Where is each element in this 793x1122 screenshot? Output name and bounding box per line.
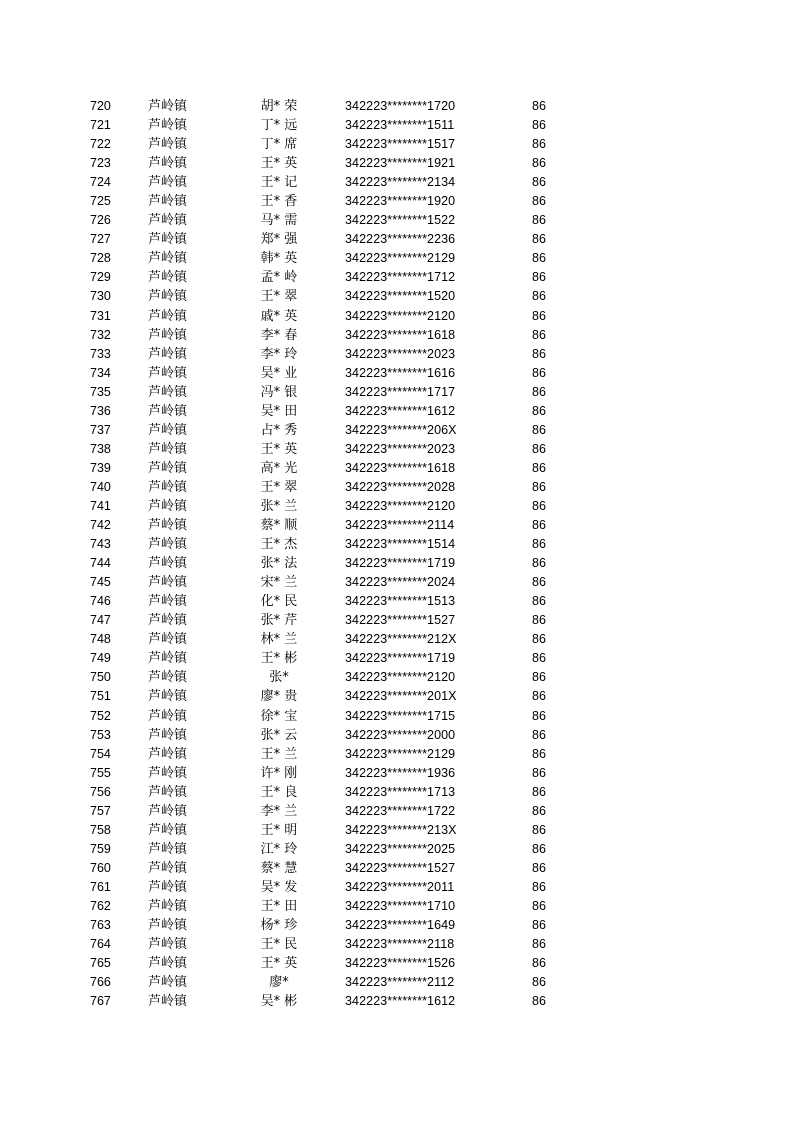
town-name: 芦岭镇: [148, 956, 188, 972]
town-name: 芦岭镇: [148, 232, 188, 248]
town-name: 芦岭镇: [148, 137, 188, 153]
town-name: 芦岭镇: [148, 308, 188, 324]
town-name: 芦岭镇: [148, 118, 188, 134]
person-name: 张* 兰: [260, 498, 298, 514]
id-number: 342223********1921: [345, 156, 456, 171]
table-row: [0, 135, 793, 154]
row-number: 763: [90, 918, 111, 933]
row-number: 746: [90, 594, 111, 609]
town-name: 芦岭镇: [148, 784, 188, 800]
row-number: 766: [90, 975, 111, 990]
table-row: [0, 364, 793, 383]
person-name: 蔡* 慧: [260, 860, 298, 876]
score-value: 86: [532, 784, 546, 799]
id-number: 342223********2120: [345, 308, 456, 323]
person-name: 戚* 英: [260, 308, 298, 324]
town-name: 芦岭镇: [148, 841, 188, 857]
table-row: [0, 687, 793, 706]
person-name: 廖*: [269, 975, 289, 991]
row-number: 740: [90, 479, 111, 494]
id-number: 342223********2028: [345, 479, 456, 494]
row-number: 759: [90, 841, 111, 856]
town-name: 芦岭镇: [148, 251, 188, 267]
table-row: [0, 402, 793, 421]
person-name: 王* 英: [260, 441, 298, 457]
score-value: 86: [532, 937, 546, 952]
town-name: 芦岭镇: [148, 327, 188, 343]
score-value: 86: [532, 308, 546, 323]
row-number: 743: [90, 537, 111, 552]
town-name: 芦岭镇: [148, 175, 188, 191]
score-value: 86: [532, 479, 546, 494]
score-value: 86: [532, 518, 546, 533]
person-name: 徐* 宝: [260, 708, 298, 724]
town-name: 芦岭镇: [148, 689, 188, 705]
table-row: [0, 478, 793, 497]
town-name: 芦岭镇: [148, 289, 188, 305]
row-number: 742: [90, 518, 111, 533]
town-name: 芦岭镇: [148, 937, 188, 953]
person-name: 江* 玲: [260, 841, 298, 857]
score-value: 86: [532, 556, 546, 571]
town-name: 芦岭镇: [148, 822, 188, 838]
table-row: [0, 840, 793, 859]
table-row: [0, 992, 793, 1011]
table-row: [0, 192, 793, 211]
person-name: 李* 兰: [260, 803, 298, 819]
person-name: 王* 彬: [260, 651, 298, 667]
id-number: 342223********1936: [345, 765, 456, 780]
town-name: 芦岭镇: [148, 651, 188, 667]
person-name: 蔡* 顺: [260, 518, 298, 534]
row-number: 730: [90, 289, 111, 304]
town-name: 芦岭镇: [148, 898, 188, 914]
id-number: 342223********1527: [345, 613, 456, 628]
id-number: 342223********1719: [345, 651, 456, 666]
row-number: 720: [90, 99, 111, 113]
id-number: 342223********2134: [345, 175, 456, 190]
score-value: 86: [532, 746, 546, 761]
score-value: 86: [532, 956, 546, 971]
row-number: 761: [90, 879, 111, 894]
id-number: 342223********1616: [345, 365, 456, 380]
score-value: 86: [532, 270, 546, 285]
town-name: 芦岭镇: [148, 156, 188, 172]
score-value: 86: [532, 156, 546, 171]
person-name: 许* 刚: [260, 765, 298, 781]
score-value: 86: [532, 898, 546, 913]
table-row: [0, 630, 793, 649]
id-number: 342223********2114: [345, 518, 455, 533]
score-value: 86: [532, 498, 546, 513]
town-name: 芦岭镇: [148, 575, 188, 591]
town-name: 芦岭镇: [148, 975, 188, 991]
person-name: 王* 记: [260, 175, 298, 191]
score-value: 86: [532, 365, 546, 380]
row-number: 749: [90, 651, 111, 666]
row-number: 745: [90, 575, 111, 590]
id-number: 342223********1520: [345, 289, 456, 304]
person-name: 张* 法: [260, 556, 298, 572]
id-number: 342223********2129: [345, 746, 456, 761]
id-number: 342223********1717: [345, 384, 456, 399]
score-value: 86: [532, 918, 546, 933]
table-row: [0, 802, 793, 821]
town-name: 芦岭镇: [148, 422, 188, 438]
score-value: 86: [532, 251, 546, 266]
table-row: [0, 383, 793, 402]
person-name: 王* 香: [260, 194, 298, 210]
score-value: 86: [532, 422, 546, 437]
id-number: 342223********2120: [345, 670, 456, 685]
score-value: 86: [532, 994, 546, 1009]
score-value: 86: [532, 803, 546, 818]
town-name: 芦岭镇: [148, 384, 188, 400]
table-row: [0, 668, 793, 687]
person-name: 吴* 彬: [260, 994, 298, 1010]
table-row: [0, 211, 793, 230]
person-name: 王* 兰: [260, 746, 298, 762]
table-row: [0, 173, 793, 192]
table-row: [0, 230, 793, 249]
id-number: 342223********201X: [345, 689, 457, 704]
town-name: 芦岭镇: [148, 460, 188, 476]
id-number: 342223********1522: [345, 213, 456, 228]
score-value: 86: [532, 632, 546, 647]
table-row: [0, 287, 793, 306]
id-number: 342223********1514: [345, 537, 456, 552]
score-value: 86: [532, 841, 546, 856]
row-number: 752: [90, 708, 111, 723]
row-number: 762: [90, 898, 111, 913]
score-value: 86: [532, 137, 546, 152]
table-row: [0, 954, 793, 973]
table-row: [0, 116, 793, 135]
id-number: 342223********2011: [345, 879, 455, 894]
town-name: 芦岭镇: [148, 365, 188, 381]
person-name: 吴* 田: [260, 403, 298, 419]
table-row: [0, 573, 793, 592]
score-value: 86: [532, 99, 546, 113]
score-value: 86: [532, 670, 546, 685]
table-row: [0, 345, 793, 364]
person-name: 宋* 兰: [260, 575, 298, 591]
table-row: [0, 497, 793, 516]
person-name: 丁* 远: [260, 118, 298, 134]
id-number: 342223********1720: [345, 99, 456, 113]
row-number: 754: [90, 746, 111, 761]
table-row: [0, 268, 793, 287]
town-name: 芦岭镇: [148, 860, 188, 876]
person-name: 林* 兰: [260, 632, 298, 648]
table-row: [0, 783, 793, 802]
id-number: 342223********1517: [345, 137, 456, 152]
id-number: 342223********1920: [345, 194, 456, 209]
table-row: [0, 916, 793, 935]
row-number: 725: [90, 194, 111, 209]
id-number: 342223********2000: [345, 727, 456, 742]
table-row: [0, 859, 793, 878]
table-row: [0, 554, 793, 573]
table-body: [0, 97, 793, 1011]
person-name: 李* 春: [260, 327, 298, 343]
id-number: 342223********1511: [345, 118, 455, 133]
table-row: [0, 249, 793, 268]
town-name: 芦岭镇: [148, 994, 188, 1010]
row-number: 734: [90, 365, 111, 380]
town-name: 芦岭镇: [148, 670, 188, 686]
score-value: 86: [532, 860, 546, 875]
town-name: 芦岭镇: [148, 556, 188, 572]
person-name: 王* 田: [260, 898, 298, 914]
person-name: 化* 民: [260, 594, 298, 610]
id-number: 342223********1710: [345, 898, 456, 913]
id-number: 342223********2236: [345, 232, 456, 247]
row-number: 741: [90, 498, 111, 513]
person-name: 王* 杰: [260, 537, 298, 553]
roster-table: [0, 97, 793, 1011]
score-value: 86: [532, 175, 546, 190]
person-name: 王* 英: [260, 156, 298, 172]
row-number: 737: [90, 422, 111, 437]
row-number: 729: [90, 270, 111, 285]
row-number: 727: [90, 232, 111, 247]
row-number: 757: [90, 803, 111, 818]
table-row: [0, 440, 793, 459]
id-number: 342223********1618: [345, 327, 456, 342]
table-row: [0, 535, 793, 554]
row-number: 748: [90, 632, 111, 647]
town-name: 芦岭镇: [148, 194, 188, 210]
row-number: 751: [90, 689, 111, 704]
town-name: 芦岭镇: [148, 518, 188, 534]
table-row: [0, 764, 793, 783]
id-number: 342223********2024: [345, 575, 456, 590]
person-name: 王* 民: [260, 937, 298, 953]
id-number: 342223********1719: [345, 556, 456, 571]
town-name: 芦岭镇: [148, 727, 188, 743]
person-name: 张* 芹: [260, 613, 298, 629]
score-value: 86: [532, 613, 546, 628]
row-number: 723: [90, 156, 111, 171]
score-value: 86: [532, 765, 546, 780]
id-number: 342223********2023: [345, 441, 456, 456]
score-value: 86: [532, 708, 546, 723]
person-name: 张* 云: [260, 727, 298, 743]
score-value: 86: [532, 403, 546, 418]
town-name: 芦岭镇: [148, 708, 188, 724]
town-name: 芦岭镇: [148, 765, 188, 781]
row-number: 744: [90, 556, 111, 571]
id-number: 342223********1526: [345, 956, 456, 971]
row-number: 726: [90, 213, 111, 228]
row-number: 728: [90, 251, 111, 266]
id-number: 342223********1649: [345, 918, 456, 933]
score-value: 86: [532, 575, 546, 590]
table-row: [0, 821, 793, 840]
person-name: 胡* 荣: [260, 99, 298, 114]
id-number: 342223********1618: [345, 460, 456, 475]
row-number: 722: [90, 137, 111, 152]
table-row: [0, 516, 793, 535]
row-number: 755: [90, 765, 111, 780]
row-number: 739: [90, 460, 111, 475]
town-name: 芦岭镇: [148, 403, 188, 419]
score-value: 86: [532, 441, 546, 456]
table-row: [0, 421, 793, 440]
score-value: 86: [532, 289, 546, 304]
town-name: 芦岭镇: [148, 441, 188, 457]
table-row: [0, 611, 793, 630]
person-name: 张*: [269, 670, 289, 686]
id-number: 342223********212X: [345, 632, 457, 647]
table-row: [0, 745, 793, 764]
score-value: 86: [532, 327, 546, 342]
town-name: 芦岭镇: [148, 537, 188, 553]
town-name: 芦岭镇: [148, 803, 188, 819]
id-number: 342223********1612: [345, 994, 456, 1009]
row-number: 738: [90, 441, 111, 456]
row-number: 764: [90, 937, 111, 952]
town-name: 芦岭镇: [148, 213, 188, 229]
score-value: 86: [532, 213, 546, 228]
row-number: 732: [90, 327, 111, 342]
table-row: [0, 726, 793, 745]
town-name: 芦岭镇: [148, 918, 188, 934]
row-number: 750: [90, 670, 111, 685]
person-name: 冯* 银: [260, 384, 298, 400]
id-number: 342223********2112: [345, 975, 455, 990]
row-number: 765: [90, 956, 111, 971]
score-value: 86: [532, 384, 546, 399]
id-number: 342223********213X: [345, 822, 457, 837]
id-number: 342223********2118: [345, 937, 455, 952]
town-name: 芦岭镇: [148, 99, 188, 114]
id-number: 342223********1513: [345, 594, 456, 609]
town-name: 芦岭镇: [148, 594, 188, 610]
person-name: 廖* 贵: [260, 689, 298, 705]
person-name: 李* 玲: [260, 346, 298, 362]
table-row: [0, 707, 793, 726]
person-name: 王* 英: [260, 956, 298, 972]
score-value: 86: [532, 689, 546, 704]
row-number: 731: [90, 308, 111, 323]
score-value: 86: [532, 879, 546, 894]
id-number: 342223********1712: [345, 270, 456, 285]
score-value: 86: [532, 822, 546, 837]
id-number: 342223********1612: [345, 403, 456, 418]
row-number: 760: [90, 860, 111, 875]
table-row: [0, 592, 793, 611]
score-value: 86: [532, 975, 546, 990]
table-row: [0, 649, 793, 668]
id-number: 342223********206X: [345, 422, 457, 437]
person-name: 王* 明: [260, 822, 298, 838]
row-number: 756: [90, 784, 111, 799]
person-name: 杨* 珍: [260, 918, 298, 934]
table-row: [0, 878, 793, 897]
table-row: [0, 326, 793, 345]
id-number: 342223********2023: [345, 346, 456, 361]
row-number: 767: [90, 994, 111, 1009]
id-number: 342223********1722: [345, 803, 456, 818]
person-name: 郑* 强: [260, 232, 298, 248]
score-value: 86: [532, 118, 546, 133]
score-value: 86: [532, 651, 546, 666]
score-value: 86: [532, 346, 546, 361]
person-name: 王* 翠: [260, 289, 298, 305]
person-name: 孟* 岭: [260, 270, 298, 286]
row-number: 735: [90, 384, 111, 399]
id-number: 342223********2025: [345, 841, 456, 856]
row-number: 753: [90, 727, 111, 742]
table-row: [0, 97, 793, 116]
person-name: 吴* 业: [260, 365, 298, 381]
town-name: 芦岭镇: [148, 746, 188, 762]
table-row: [0, 973, 793, 992]
table-row: [0, 897, 793, 916]
table-row: [0, 459, 793, 478]
score-value: 86: [532, 460, 546, 475]
row-number: 721: [90, 118, 111, 133]
id-number: 342223********2129: [345, 251, 456, 266]
score-value: 86: [532, 537, 546, 552]
person-name: 韩* 英: [260, 251, 298, 267]
row-number: 724: [90, 175, 111, 190]
score-value: 86: [532, 232, 546, 247]
row-number: 736: [90, 403, 111, 418]
person-name: 吴* 发: [260, 879, 298, 895]
town-name: 芦岭镇: [148, 479, 188, 495]
person-name: 王* 良: [260, 784, 298, 800]
town-name: 芦岭镇: [148, 498, 188, 514]
town-name: 芦岭镇: [148, 270, 188, 286]
person-name: 高* 光: [260, 460, 298, 476]
id-number: 342223********1715: [345, 708, 456, 723]
town-name: 芦岭镇: [148, 613, 188, 629]
table-row: [0, 307, 793, 326]
table-row: [0, 154, 793, 173]
person-name: 马* 需: [260, 213, 298, 229]
score-value: 86: [532, 594, 546, 609]
id-number: 342223********1527: [345, 860, 456, 875]
row-number: 747: [90, 613, 111, 628]
id-number: 342223********2120: [345, 498, 456, 513]
score-value: 86: [532, 727, 546, 742]
person-name: 王* 翠: [260, 479, 298, 495]
town-name: 芦岭镇: [148, 346, 188, 362]
row-number: 758: [90, 822, 111, 837]
town-name: 芦岭镇: [148, 879, 188, 895]
id-number: 342223********1713: [345, 784, 456, 799]
table-row: [0, 935, 793, 954]
town-name: 芦岭镇: [148, 632, 188, 648]
row-number: 733: [90, 346, 111, 361]
score-value: 86: [532, 194, 546, 209]
person-name: 丁* 席: [260, 137, 298, 153]
person-name: 占* 秀: [260, 422, 298, 438]
